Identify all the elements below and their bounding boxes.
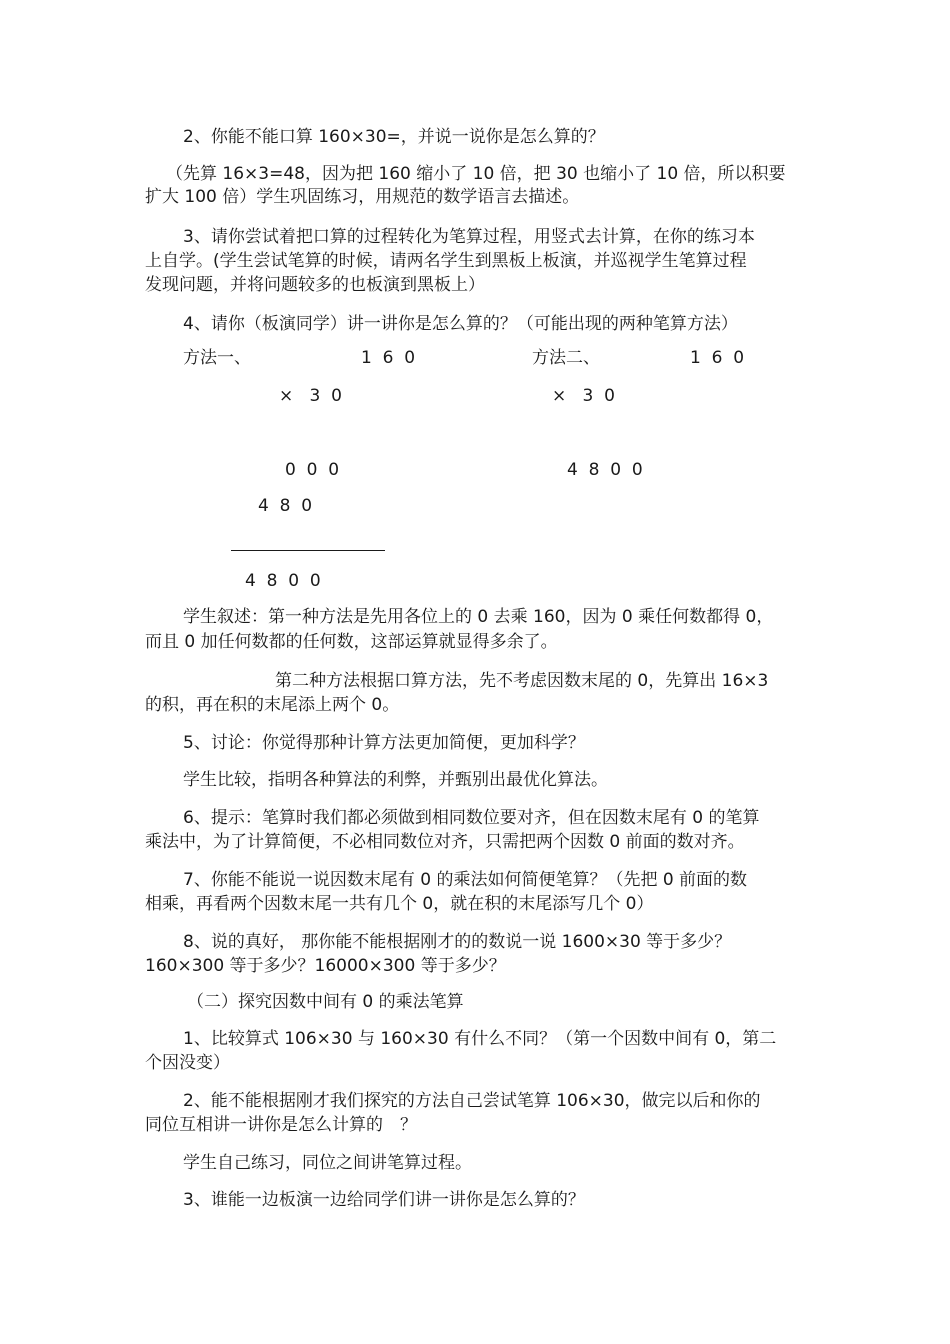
paragraph-line: 1、比较算式 106×30 与 160×30 有什么不同？（第一个因数中间有 0，第二 (183, 1029, 777, 1049)
method-one-sum-line (231, 550, 385, 551)
paragraph-line: 上自学。(学生尝试笔算的时候，请两名学生到黑板上板演，并巡视学生笔算过程 (145, 251, 747, 271)
paragraph-line: 相乘，再看两个因数末尾一共有几个 0，就在积的末尾添写几个 0） (145, 894, 654, 914)
method-one-multiplicand: 1 6 0 (361, 348, 416, 368)
paragraph-line: 6、提示：笔算时我们都必须做到相同数位要对齐，但在因数末尾有 0 的笔算 (183, 808, 760, 828)
method-one-multiplier: × 3 0 (279, 386, 342, 406)
method-one-label: 方法一、 (183, 348, 251, 368)
paragraph-line: 2、能不能根据刚才我们探究的方法自己尝试笔算 106×30，做完以后和你的 (183, 1091, 761, 1111)
paragraph-line: 第二种方法根据口算方法，先不考虑因数末尾的 0，先算出 16×3 (275, 671, 769, 691)
method-two-multiplier: × 3 0 (552, 386, 615, 406)
paragraph-line: 160×300 等于多少？16000×300 等于多少？ (145, 956, 506, 976)
paragraph-line: 学生自己练习，同位之间讲笔算过程。 (183, 1153, 472, 1173)
section-heading: （二）探究因数中间有 0 的乘法笔算 (187, 992, 464, 1012)
paragraph-line: 乘法中，为了计算简便，不必相同数位对齐，只需把两个因数 0 前面的数对齐。 (145, 832, 745, 852)
method-one-partial-product-1: 0 0 0 (285, 460, 340, 480)
paragraph-line: 而且 0 加任何数都的任何数，这部运算就显得多余了。 (145, 632, 558, 652)
paragraph-line: 2、你能不能口算 160×30=，并说一说你是怎么算的？ (183, 127, 605, 147)
method-two-result: 4 8 0 0 (567, 460, 643, 480)
paragraph-line: 学生比较，指明各种算法的利弊，并甄别出最优化算法。 (183, 770, 608, 790)
paragraph-line: 同位互相讲一讲你是怎么计算的 ？ (145, 1115, 417, 1135)
paragraph-line: 4、请你（板演同学）讲一讲你是怎么算的？（可能出现的两种笔算方法） (183, 314, 738, 334)
method-two-label: 方法二、 (532, 348, 600, 368)
paragraph-line: 扩大 100 倍）学生巩固练习，用规范的数学语言去描述。 (145, 187, 580, 207)
paragraph-line: 5、讨论：你觉得那种计算方法更加简便，更加科学？ (183, 733, 585, 753)
paragraph-line: 7、你能不能说一说因数末尾有 0 的乘法如何简便笔算？（先把 0 前面的数 (183, 870, 748, 890)
method-two-multiplicand: 1 6 0 (690, 348, 745, 368)
paragraph-line: （先算 16×3=48，因为把 160 缩小了 10 倍，把 30 也缩小了 10 倍，所以积要 (166, 164, 786, 184)
paragraph-line: 个因没变） (145, 1053, 230, 1073)
paragraph-line: 3、谁能一边板演一边给同学们讲一讲你是怎么算的？ (183, 1190, 585, 1210)
paragraph-line: 3、请你尝试着把口算的过程转化为笔算过程，用竖式去计算，在你的练习本 (183, 227, 755, 247)
paragraph-line: 学生叙述：第一种方法是先用各位上的 0 去乘 160，因为 0 乘任何数都得 0， (183, 607, 774, 627)
paragraph-line: 的积，再在积的末尾添上两个 0。 (145, 695, 400, 715)
paragraph-line: 8、说的真好， 那你能不能根据刚才的的数说一说 1600×30 等于多少？ (183, 932, 732, 952)
paragraph-line: 发现问题，并将问题较多的也板演到黑板上） (145, 275, 485, 295)
method-one-result: 4 8 0 0 (245, 571, 321, 591)
method-one-partial-product-2: 4 8 0 (258, 496, 313, 516)
